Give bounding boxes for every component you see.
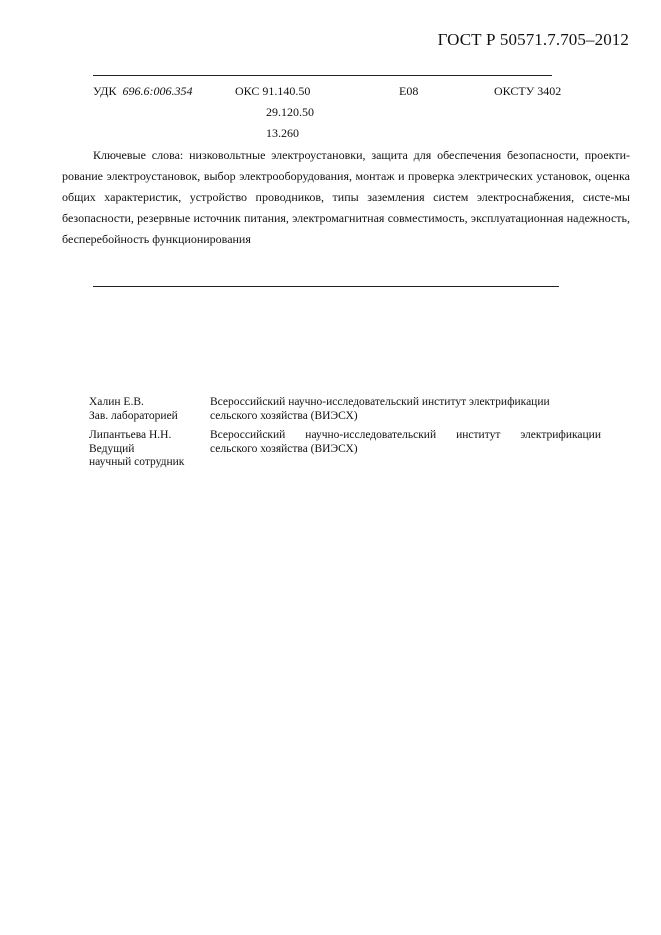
okstu-code: ОКСТУ 3402 [494,84,562,98]
author-name [89,396,210,423]
udk-field [93,84,192,99]
author-position: Ведущий [89,442,135,455]
oks-value: 91.140.50 [262,84,311,98]
author-organization [210,396,601,423]
top-divider [93,75,552,76]
udk-value: 696.6:006.354 [122,84,193,98]
standard-code: ГОСТ Р 50571.7.705–2012 [437,30,629,49]
author-name [89,429,210,470]
authors-block [89,396,601,476]
bottom-divider [93,286,559,287]
oks-field [235,84,310,99]
udk-label: УДК [93,84,117,98]
oks-label: ОКС [235,84,260,98]
org-line: Всероссийский научно-исследовательский институт электрификации [210,396,550,408]
author-name-line: Липантьева Н.Н. [89,429,172,441]
org-line: сельского хозяйства (ВИЭСХ) [210,442,358,455]
oks-value: 29.120.50 [266,105,314,119]
author-position: научный сотрудник [89,456,185,468]
author-organization [210,429,601,470]
author-position: Зав. лабораторией [89,409,178,422]
author-name-line: Халин Е.В. [89,396,144,408]
org-line: сельского хозяйства (ВИЭСХ) [210,409,358,422]
author-row [89,429,601,470]
oks-value: 13.260 [266,126,299,140]
keywords-paragraph: Ключевые слова: низковольтные электроустановки, защита для обеспечения безопасности, проекти-рование электроустановок, выбор электрооборудования, монтаж и проверка электрических установок, оценка общих характеристик, устройство проводников, типы заземления систем электроснабжения, систе-мы безопасности, резервные источник питания, электромагнитная совместимость, эксплуатационная надежность, бесперебойность функционирования [62,148,630,246]
group-code: Е08 [399,84,419,98]
org-line: Всероссийский научно-исследовательский институт электрификации [210,429,601,441]
author-row [89,396,601,423]
